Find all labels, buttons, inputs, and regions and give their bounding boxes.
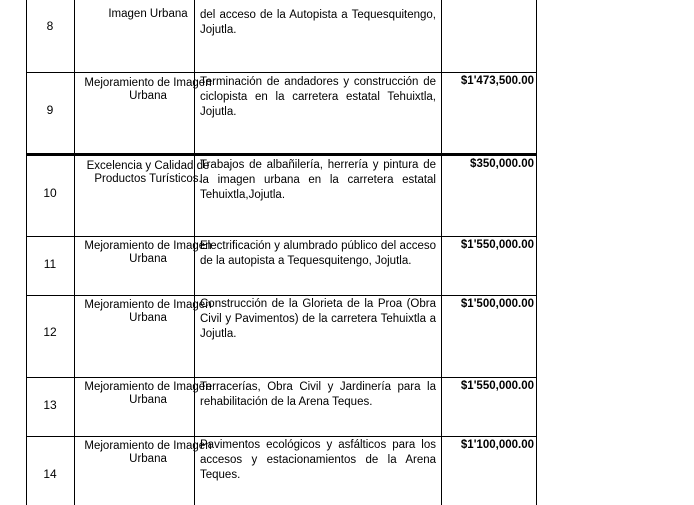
program-name: Mejoramiento de Imagen Urbana (84, 381, 212, 406)
amount: $1'550,000.00 (460, 380, 534, 392)
table-row (26, 296, 536, 377)
table-row (26, 72, 536, 153)
program-name: Excelencia y Calidad de Productos Turísticos. (86, 160, 210, 185)
work-description: del acceso de la Autopista a Tequesquitengo, Jojutla. (200, 9, 436, 36)
table-border-right (536, 0, 537, 505)
row-number: 8 (46, 19, 54, 33)
table-row (26, 0, 536, 72)
program-name: Mejoramiento de Imagen Urbana (84, 299, 212, 324)
table-row (26, 378, 536, 436)
table-row (26, 156, 536, 236)
row-number: 14 (43, 467, 57, 481)
program-name: Mejoramiento de Imagen Urbana (84, 440, 212, 465)
amount: $1'550,000.00 (460, 239, 534, 251)
work-description: Electrificación y alumbrado público del acceso de la autopista a Tequesquitengo, Jojutla. (200, 240, 436, 267)
row-number: 13 (43, 398, 57, 412)
work-description: Trabajos de albañilería, herrería y pintura de la imagen urbana en la carretera estatal Tehuixtla,Jojutla. (200, 159, 436, 201)
work-description: Pavimentos ecológicos y asfálticos para los accesos y estacionamientos de la Arena Teques. (200, 439, 436, 481)
work-description: Terminación de andadores y construcción de ciclopista en la carretera estatal Tehuixtla, Jojutla. (200, 76, 436, 118)
row-number: 11 (43, 257, 57, 271)
work-description: Construcción de la Glorieta de la Proa (Obra Civil y Pavimentos) de la carretera Tehuixtla a Jojutla. (200, 298, 436, 340)
amount: $1'100,000.00 (460, 439, 534, 451)
program-name: Mejoramiento de Imagen Urbana (84, 77, 212, 102)
row-number: 9 (46, 103, 54, 117)
program-name: Imagen Urbana (108, 8, 188, 20)
table-row (26, 437, 536, 505)
amount: $1'473,500.00 (460, 75, 534, 87)
amount (442, 4, 536, 16)
program-name: Mejoramiento de Imagen Urbana (84, 240, 212, 265)
row-number: 12 (43, 325, 57, 339)
work-description: Terracerías, Obra Civil y Jardinería para la rehabilitación de la Arena Teques. (200, 381, 436, 408)
row-number: 10 (43, 186, 57, 200)
amount: $1'500,000.00 (460, 298, 534, 310)
table-row (26, 237, 536, 295)
amount: $350,000.00 (470, 158, 534, 170)
